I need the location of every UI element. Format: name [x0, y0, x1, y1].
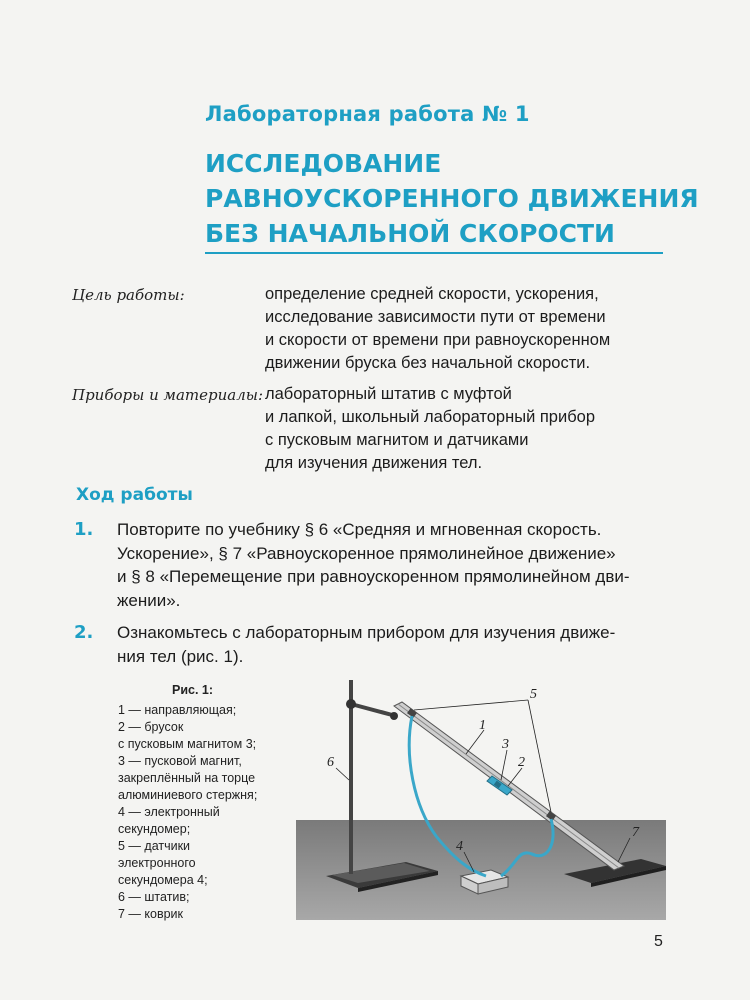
figure-label: 1: [479, 718, 486, 733]
step-line: ния тел (рис. 1).: [117, 646, 244, 666]
equipment-line: лабораторный штатив с муфтой: [265, 385, 512, 403]
step-line: Ознакомьтесь с лабораторным прибором для изучения движе-: [117, 623, 616, 642]
main-title-line: ИССЛЕДОВАНИЕ: [205, 149, 442, 178]
legend-line: 3 — пусковой магнит,: [118, 754, 242, 768]
step-line: Повторите по учебнику § 6 «Средняя и мгновенная скорость.: [117, 520, 602, 539]
step-line: и § 8 «Перемещение при равноускоренном прямолинейном дви-: [117, 567, 630, 586]
clamp-knob: [390, 712, 398, 720]
figure-label: 7: [632, 825, 639, 840]
legend-line: 2 — брусок: [118, 720, 184, 734]
procedure-heading: Ход работы: [76, 485, 193, 505]
goal-line: и скорости от времени при равноускоренном: [265, 331, 611, 349]
lab-title: Лабораторная работа № 1: [205, 102, 530, 126]
figure-label: 5: [530, 687, 537, 702]
apparatus-illustration: [296, 676, 666, 920]
legend-line: 5 — датчики: [118, 839, 191, 853]
step-number: 1.: [74, 519, 94, 540]
legend-line: 6 — штатив;: [118, 890, 190, 904]
step-number: 2.: [74, 622, 94, 643]
equipment-label: Приборы и материалы:: [72, 386, 264, 404]
main-title-line: РАВНОУСКОРЕННОГО ДВИЖЕНИЯ: [205, 184, 699, 213]
equipment-line: с пусковым магнитом и датчиками: [265, 431, 529, 449]
step-text: [117, 621, 672, 668]
clamp-knob: [346, 699, 356, 709]
goal-line: движении бруска без начальной скорости.: [265, 354, 591, 372]
legend-line: 7 — коврик: [118, 907, 184, 921]
goal-label: Цель работы:: [72, 286, 185, 304]
main-title-line: БЕЗ НАЧАЛЬНОЙ СКОРОСТИ: [205, 219, 615, 248]
figure-legend: [118, 702, 303, 923]
step-text: [117, 518, 672, 612]
goal-line: исследование зависимости пути от времени: [265, 308, 606, 326]
equipment-text: [265, 383, 665, 475]
legend-line: секундомера 4;: [118, 873, 208, 887]
legend-line: электронного: [118, 856, 196, 870]
page-number: 5: [654, 933, 663, 950]
figure-label: 4: [456, 839, 463, 854]
equipment-line: и лапкой, школьный лабораторный прибор: [265, 408, 596, 426]
equipment-line: для изучения движения тел.: [265, 454, 483, 472]
clamp-arm: [351, 704, 396, 716]
figure-label: 6: [327, 755, 334, 770]
legend-line: с пусковым магнитом 3;: [118, 737, 257, 751]
title-divider: [205, 252, 663, 254]
legend-line: закреплённый на торце: [118, 771, 256, 785]
step-line: жении».: [117, 590, 181, 610]
legend-line: секундомер;: [118, 822, 191, 836]
figure-label: 2: [518, 755, 525, 770]
stand-rod: [349, 680, 353, 874]
legend-line: алюминиевого стержня;: [118, 788, 258, 802]
step-line: Ускорение», § 7 «Равноускоренное прямолинейное движение»: [117, 543, 616, 563]
goal-text: [265, 283, 665, 375]
legend-line: 4 — электронный: [118, 805, 220, 819]
figure-label: 3: [502, 737, 509, 752]
goal-line: определение средней скорости, ускорения,: [265, 285, 599, 303]
main-title: [205, 146, 699, 251]
figure-caption: Рис. 1:: [172, 683, 214, 697]
legend-line: 1 — направляющая;: [118, 703, 237, 717]
